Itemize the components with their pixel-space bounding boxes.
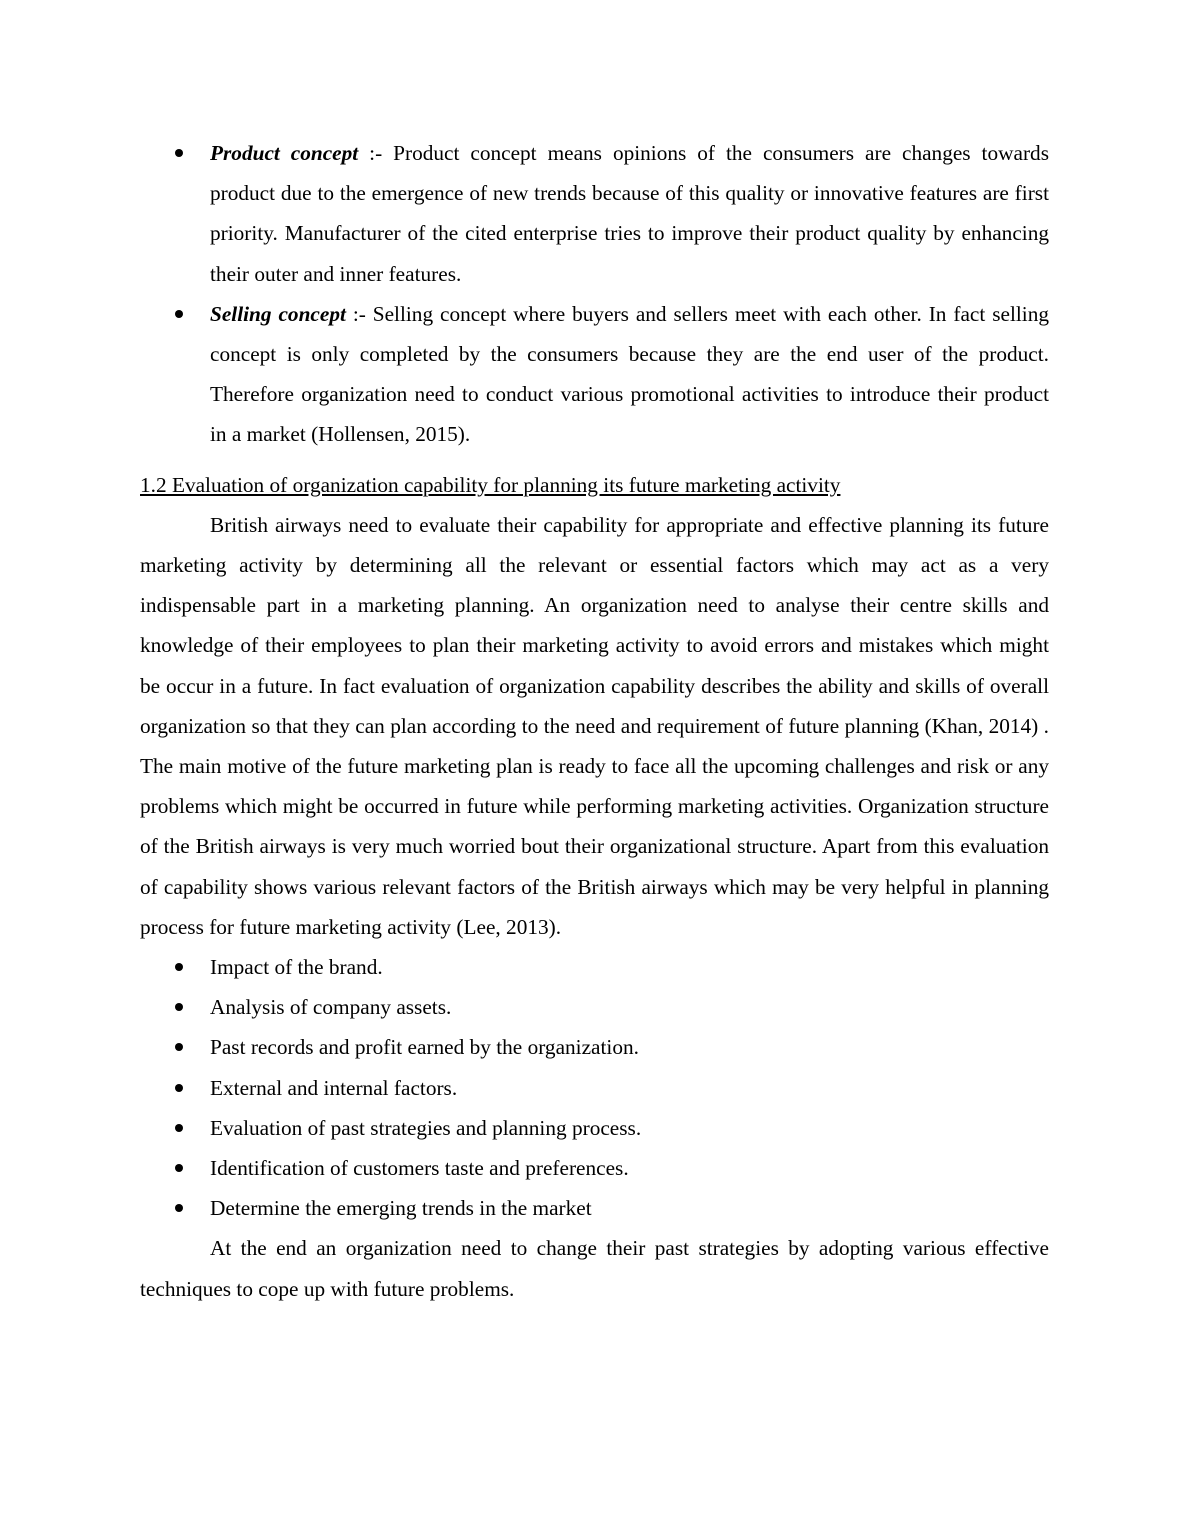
bullet-icon [175, 1003, 183, 1011]
list-item [140, 1068, 1049, 1108]
list-item-text: Analysis of company assets. [210, 995, 452, 1020]
list-item [140, 987, 1049, 1027]
list-item-text: Impact of the brand. [210, 955, 383, 980]
document-page [140, 133, 1049, 1309]
list-item [140, 1027, 1049, 1067]
term-selling-concept: Selling concept [210, 301, 346, 326]
list-item [140, 1148, 1049, 1188]
bullet-icon [175, 1124, 183, 1132]
list-item [140, 947, 1049, 987]
bullet-icon [175, 1204, 183, 1212]
list-item [140, 1188, 1049, 1228]
product-concept-text: :- Product concept means opinions of the consumers are changes towards product due to the emergence of new trends because of this quality or innovative features are first priority. Manufacturer of the cited enterprise tries to improve their product quality by enhancing their outer and inner features. [210, 141, 1049, 286]
concept-bullet-list [140, 133, 1049, 455]
list-item [140, 1108, 1049, 1148]
list-item-text: Identification of customers taste and preferences. [210, 1156, 629, 1181]
list-item-text: Past records and profit earned by the organization. [210, 1035, 639, 1060]
bullet-icon [175, 1164, 183, 1172]
list-item-text: Determine the emerging trends in the market [210, 1196, 592, 1221]
list-item-text: Evaluation of past strategies and planning process. [210, 1115, 642, 1140]
bullet-icon [175, 1084, 183, 1092]
bullet-icon [175, 963, 183, 971]
selling-concept-text: :- Selling concept where buyers and sellers meet with each other. In fact selling concept is only completed by the consumers because they are the end user of the product. Therefore organization need to conduct various promotional activities to introduce their product in a market (Hollensen, 2015). [210, 301, 1049, 447]
body-paragraph-1: British airways need to evaluate their capability for appropriate and effective planning its future marketing activity by determining all the relevant or essential factors which may act as a very indispensable part in a marketing planning. An organization need to analyse their centre skills and knowledge of their employees to plan their marketing activity to avoid errors and mistakes which might be occur in a future. In fact evaluation of organization capability describes the ability and skills of overall organization so that they can plan according to the need and requirement of future planning (Khan, 2014) . The main motive of the future marketing plan is ready to face all the upcoming challenges and risk or any problems which might be occurred in future while performing marketing activities. Organization structure of the British airways is very much worried bout their organizational structure. Apart from this evaluation of capability shows various relevant factors of the British airways which may be very helpful in planning process for future marketing activity (Lee, 2013). [140, 512, 1049, 939]
bullet-selling-concept [140, 294, 1049, 455]
body-paragraph-2: At the end an organization need to change their past strategies by adopting various effective techniques to cope up with future problems. [140, 1236, 1049, 1301]
bullet-product-concept [140, 133, 1049, 294]
bullet-icon [175, 310, 183, 318]
bullet-icon [175, 1043, 183, 1051]
bullet-icon [175, 149, 183, 157]
factors-bullet-list [140, 947, 1049, 1228]
section-heading-text: 1.2 Evaluation of organization capability for planning its future marketing activity [140, 472, 841, 497]
list-item-text: External and internal factors. [210, 1075, 458, 1100]
term-product-concept: Product concept [210, 141, 359, 165]
section-heading [140, 465, 1049, 505]
